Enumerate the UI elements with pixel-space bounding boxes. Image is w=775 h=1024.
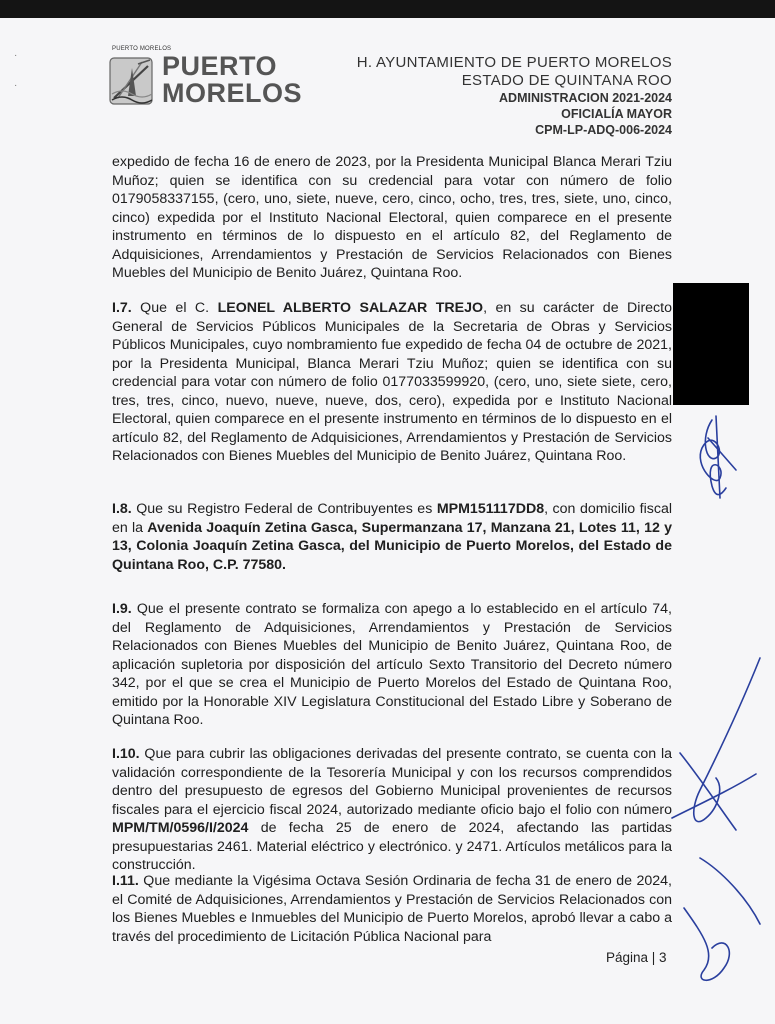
long-signature-stroke <box>694 658 760 822</box>
municipal-logo <box>104 46 303 112</box>
clause-label: I.7. <box>112 300 132 316</box>
long-signature-cross <box>672 753 756 830</box>
paragraph-text: Que mediante la Vigésima Octava Sesión Ordinaria de fecha 31 de enero de 2024, el Comité de Adquisiciones, Arrendamientos y Prestación de Servicios Relacionados con los Bienes Muebles e Inmuebles del Municipio de Puerto Morelos, aprobó llevar a cabo a través del procedimiento de Licitación Pública Nacional para <box>112 873 672 945</box>
clause-label: I.8. <box>112 501 132 517</box>
clause-label: I.11. <box>112 873 139 889</box>
paragraph-continuation <box>112 153 672 283</box>
paragraph-i8 <box>112 500 672 574</box>
paragraph-i7 <box>112 299 672 466</box>
paragraph-i9 <box>112 600 672 730</box>
header-reference-code: CPM-LP-ADQ-006-2024 <box>535 123 672 137</box>
fiscal-address: Avenida Joaquín Zetina Gasca, Supermanzana 17, Manzana 21, Lotes 11, 12 y 13, Colonia Joaquín Zetina Gasca, del Municipio de Puerto Morelos, del Estado de Quintana Roo, C.P. 77580. <box>112 519 672 573</box>
document-header <box>357 54 672 138</box>
folio-number: MPM/TM/0596/I/2024 <box>112 820 249 836</box>
rfc-value: MPM151117DD8 <box>436 501 545 517</box>
clause-label: I.10. <box>112 746 140 762</box>
paragraph-text: de fecha 25 de enero de 2024, afectando las partidas presupuestarias 2461. Material eléctrico y electrónico. y 2471. Artículos metálicos para la construcción. <box>112 820 672 873</box>
paragraph-i11 <box>112 872 672 946</box>
lighthouse-emblem-icon <box>108 54 154 106</box>
paragraph-text: , con domicilio fiscal en la <box>112 501 672 536</box>
document-page <box>0 18 775 1024</box>
logo-small-text: PUERTO MORELOS <box>112 46 172 52</box>
redaction-box <box>673 283 749 405</box>
scan-speck: · <box>14 80 18 91</box>
logo-word-puerto: PUERTO <box>162 51 278 81</box>
page-number: Página | 3 <box>606 950 667 965</box>
initials-signature-1b <box>708 416 736 498</box>
initials-signature-2 <box>684 858 760 980</box>
paragraph-text: Que el presente contrato se formaliza con apego a lo establecido en el artículo 74, del Reglamento de Adquisiciones, Arrendamientos y Prestación de Servicios Relacionados con Bienes Muebles del Municipio de Benito Juárez, Quintana Roo, de aplicación supletoria por disposición del artículo Sexto Transitorio del Decreto número 342, por el que se crea el Municipio de Puerto Morelos del Estado de Quintana Roo, emitido por la Honorable XIV Legislatura Constitucional del Estado Libre y Soberano de Quintana Roo. <box>112 601 672 728</box>
header-estado: ESTADO DE QUINTANA ROO <box>461 72 672 89</box>
person-name: LEONEL ALBERTO SALAZAR TREJO <box>217 300 484 316</box>
initials-signature-1 <box>700 420 726 495</box>
paragraph-text: Que para cubrir las obligaciones derivadas del presente contrato, se cuenta con la validación correspondiente de la Tesorería Municipal y con los recursos comprendidos dentro del presupuesto de egresos del Gobierno Municipal provenientes de recursos fiscales para el ejercicio fiscal 2024, autorizado mediante oficio bajo el folio con número <box>112 746 672 818</box>
header-ayuntamiento: H. AYUNTAMIENTO DE PUERTO MORELOS <box>356 54 672 71</box>
header-administracion: ADMINISTRACION 2021-2024 <box>499 91 672 105</box>
clause-label: I.9. <box>112 601 132 617</box>
scan-speck: · <box>14 50 18 61</box>
paragraph-text: expedido de fecha 16 de enero de 2023, por la Presidenta Municipal Blanca Merari Tziu Muñoz; quien se identifica con su credencial para votar con número de folio 0179058337155, (cero, uno, siete, nueve, cero, cinco, ocho, tres, tres, siete, uno, cinco, cinco) expedida por el Instituto Nacional Electoral, quien comparece en el presente instrumento en términos de lo dispuesto en el artículo 82, del Reglamento de Adquisiciones, Arrendamientos y Prestación de Servicios Relacionados con Bienes Muebles del Municipio de Benito Juárez, Quintana Roo. <box>112 154 672 281</box>
header-oficialia: OFICIALÍA MAYOR <box>561 107 672 121</box>
paragraph-text: Que el C. <box>131 300 218 316</box>
logo-word-morelos: MORELOS <box>162 78 303 108</box>
paragraph-text: , en su carácter de Directo General de Servicios Públicos Municipales de la Secretaria de Obras y Servicios Públicos Municipales, cuyo nombramiento fue expedido de fecha 04 de octubre de 2021, por la Presidenta Municipal, Blanca Merari Tziu Muñoz; quien se identifica con su credencial para votar con número de folio 0177033599920, (cero, uno, siete siete, cero, tres, tres, cinco, nuevo, nueve, nueve, dos, cero), expedida por e Instituto Nacional Electoral, quien comparece en el presente instrumento en términos de lo dispuesto en el artículo 82, del Reglamento de Adquisiciones, Arrendamientos y Prestación de Servicios Relacionados con Bienes Muebles del Municipio de Benito Juárez, Quintana Roo. <box>112 300 672 464</box>
paragraph-text: Que su Registro Federal de Contribuyentes es <box>131 501 437 517</box>
paragraph-i10 <box>112 745 672 875</box>
